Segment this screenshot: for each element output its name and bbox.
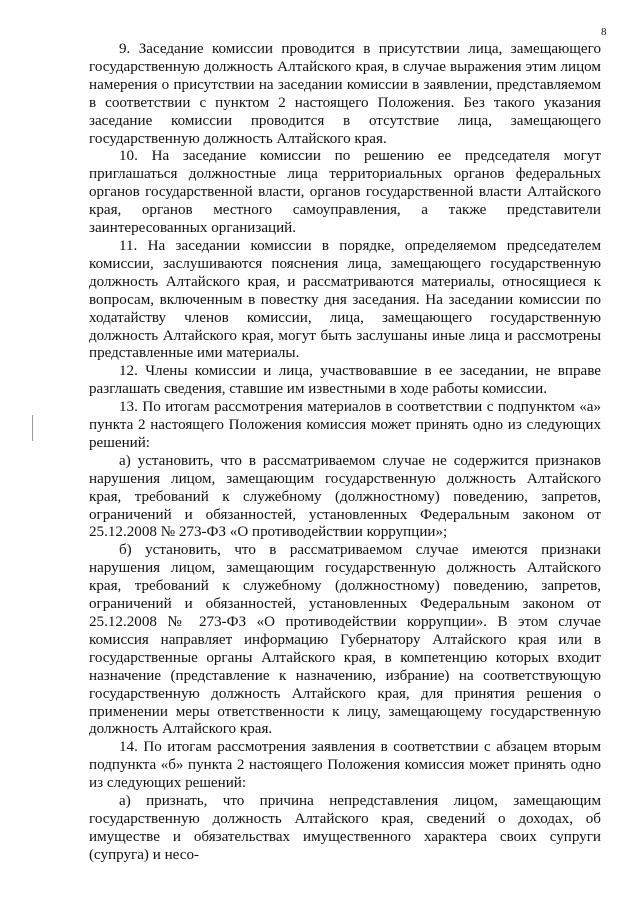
paragraph-item-14: 14. По итогам рассмотрения заявления в соответствии с абзацем вторым подпункта «б» пункта 2 настоящего Положения комиссия может принять одно из следующих решений: — [89, 739, 601, 792]
paragraph-item-10: 10. На заседание комиссии по решению ее председателя могут приглашаться должностные лица территориальных органов федеральных органов государственной власти, органов государственной власти Алтайского края, органов местного самоуправления, а также представители заинтересованных организаций. — [89, 148, 601, 237]
paragraph-item-13: 13. По итогам рассмотрения материалов в соответствии с подпунктом «а» пункта 2 настоящего Положения комиссия может принять одно из следующих решений: — [89, 399, 601, 451]
paragraph-item-12: 12. Члены комиссии и лица, участвовавшие в ее заседании, не вправе разглашать сведения, ставшие им известными в ходе работы комиссии. — [89, 363, 601, 398]
paragraph-item-11: 11. На заседании комиссии в порядке, определяемом председателем комиссии, заслушиваются пояснения лица, замещающего государственную должность Алтайского края, и рассматриваются материалы, относящиеся к вопросам, включенным в повестку дня заседания. На заседании комиссии по ходатайству членов комиссии, лица, замещающего государственную должность Алтайского края, могут быть заслушаны иные лица и рассмотрены представленные ими материалы. — [89, 237, 601, 362]
scan-margin-mark — [32, 415, 33, 441]
page-number: 8 — [601, 26, 607, 38]
document-body — [89, 41, 601, 865]
paragraph-item-14a: а) признать, что причина непредставления лицом, замещающим государственную должность Алтайского края, сведений о доходах, об имуществе и обязательствах имущественного характера своих супруги (супруга) и несо- — [89, 793, 601, 863]
paragraph-item-13a: а) установить, что в рассматриваемом случае не содержится признаков нарушения лицом, замещающим государственную должность Алтайского края, требований к служебному (должностному) поведению, запретов, ограничений и обязанностей, установленных Федеральным законом от 25.12.2008 № 273-ФЗ «О противодействии коррупции»; — [89, 452, 601, 541]
paragraph-item-9: 9. Заседание комиссии проводится в присутствии лица, замещающего государственную должность Алтайского края, в случае выражения этим лицом намерения о присутствии на заседании комиссии в заявлении, представляемом в соответствии с пунктом 2 настоящего Положения. Без такого указания заседание комиссии проводится в отсутствие лица, замещающего государственную должность Алтайского края. — [89, 41, 601, 147]
paragraph-item-13b: б) установить, что в рассматриваемом случае имеются признаки нарушения лицом, замещающим государственную должность Алтайского края, требований к служебному (должностному) поведению, запретов, ограничений и обязанностей, установленных Федеральным законом от 25.12.2008 № 273-ФЗ «О противодействии коррупции». В этом случае комиссия направляет информацию Губернатору Алтайского края или в государственные органы Алтайского края, в компетенцию которых входит назначение (представление к назначению, избрание) на соответствующую государственную должность Алтайского края, для принятия решения о применении меры ответственности к лицу, замещающему государственную должность Алтайского края. — [89, 542, 601, 738]
